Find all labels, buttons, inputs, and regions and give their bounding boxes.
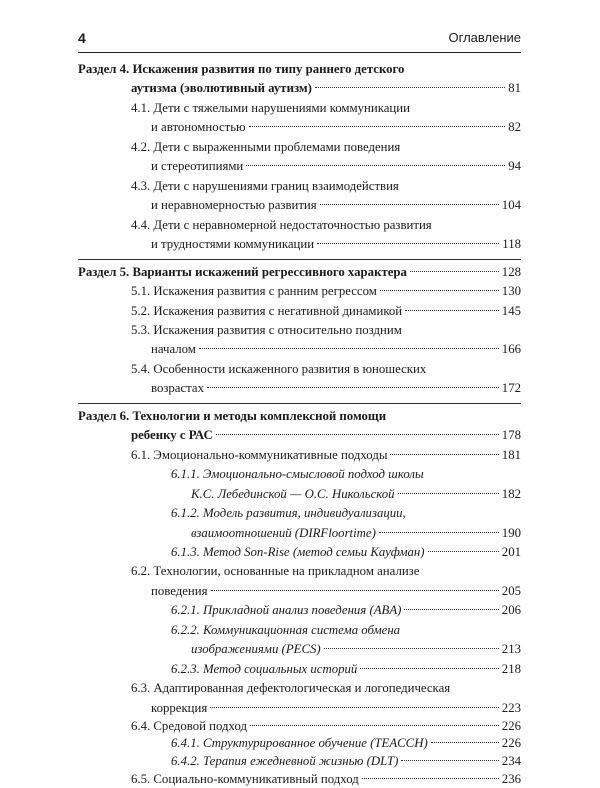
toc-entry-section-6-cont bbox=[131, 426, 521, 444]
toc-entry-text: коррекция bbox=[151, 700, 208, 715]
toc-page-number: 81 bbox=[508, 81, 521, 96]
toc-entry-text: 6.5. Социально-коммуникативный подход bbox=[131, 771, 359, 786]
toc-entry-text: 6.1.3. Метод Son-Rise (метод семьи Кауфман) bbox=[171, 545, 425, 560]
leader-dots bbox=[210, 707, 499, 708]
toc-entry-text: и автономностью bbox=[151, 120, 246, 135]
toc-page-number: 226 bbox=[501, 736, 521, 751]
toc-entry-5-2 bbox=[131, 302, 521, 320]
leader-dots bbox=[431, 742, 499, 743]
toc-entry-6-5 bbox=[131, 770, 521, 788]
toc-entry-6-2: 6.2. Технологии, основанные на прикладном анализе bbox=[131, 564, 420, 579]
toc-page-number: 104 bbox=[501, 198, 521, 213]
leader-dots bbox=[315, 87, 505, 88]
toc-entry-6-2-2-cont bbox=[191, 640, 521, 658]
leader-dots bbox=[404, 609, 498, 610]
toc-entry-5-3: 5.3. Искажения развития с относительно поздним bbox=[131, 322, 402, 337]
toc-entry-text: началом bbox=[151, 342, 196, 357]
toc-entry-6-1-1-cont bbox=[191, 485, 521, 503]
toc-entry-6-2-3 bbox=[171, 660, 521, 678]
toc-entry-4-1-cont bbox=[151, 118, 521, 136]
toc-entry-section-5 bbox=[78, 263, 521, 281]
leader-dots bbox=[360, 668, 499, 669]
toc-entry-5-4-cont bbox=[151, 379, 521, 397]
toc-entry-4-3-cont bbox=[151, 196, 521, 214]
toc-entry-text: 5.2. Искажения развития с негативной динамикой bbox=[131, 303, 403, 318]
toc-page-number: 128 bbox=[501, 264, 521, 279]
toc-entry-4-4: 4.4. Дети с неравномерной недостаточностью развития bbox=[131, 217, 432, 232]
toc-entry-text: 5.1. Искажения развития с ранним регрессом bbox=[131, 284, 377, 299]
toc-page-number: 190 bbox=[501, 525, 521, 540]
toc-entry-text: 6.1. Эмоционально-коммуникативные подходы bbox=[131, 447, 388, 462]
toc-entry-section-4-cont bbox=[131, 79, 521, 97]
toc-entry-section-4: Раздел 4. Искажения развития по типу раннего детского bbox=[78, 62, 405, 76]
running-header-title: Оглавление bbox=[448, 30, 521, 45]
toc-entry-text: и стереотипиями bbox=[151, 159, 244, 174]
toc-entry-6-2-2: 6.2.2. Коммуникационная система обмена bbox=[171, 622, 401, 637]
toc-entry-5-4: 5.4. Особенности искаженного развития в юношеских bbox=[131, 361, 427, 376]
toc-entry-6-2-cont bbox=[151, 582, 521, 600]
toc-entry-text: аутизма (эволютивный аутизм) bbox=[131, 81, 312, 96]
leader-dots bbox=[249, 126, 506, 127]
leader-dots bbox=[317, 243, 499, 244]
leader-dots bbox=[216, 434, 499, 435]
toc-page-number: 213 bbox=[501, 642, 521, 657]
toc-entry-text: 6.2.1. Прикладной анализ поведения (ABA) bbox=[171, 603, 402, 618]
leader-dots bbox=[362, 778, 499, 779]
toc-entry-text: К.С. Лебединской — О.С. Никольской bbox=[191, 486, 395, 501]
toc-page-number: 218 bbox=[501, 661, 521, 676]
toc-page-number: 234 bbox=[501, 754, 521, 769]
toc-page-number: 181 bbox=[501, 447, 521, 462]
leader-dots bbox=[246, 165, 505, 166]
leader-dots bbox=[250, 725, 499, 726]
toc-entry-section-6: Раздел 6. Технологии и методы комплексной помощи bbox=[78, 408, 387, 423]
toc-entry-4-2-cont bbox=[151, 157, 521, 175]
toc-entry-text: и трудностями коммуникации bbox=[151, 237, 315, 252]
leader-dots bbox=[320, 204, 499, 205]
toc-entry-6-2-1 bbox=[171, 601, 521, 619]
toc-page-number: 182 bbox=[501, 486, 521, 501]
toc-entry-4-1: 4.1. Дети с тяжелыми нарушениями коммуникации bbox=[131, 100, 410, 115]
toc-page-number: 205 bbox=[501, 583, 521, 598]
toc-page-number: 206 bbox=[501, 603, 521, 618]
leader-dots bbox=[398, 493, 499, 494]
section-divider bbox=[78, 259, 521, 260]
toc-page-number: 236 bbox=[501, 771, 521, 786]
leader-dots bbox=[410, 271, 499, 272]
toc-entry-text: возрастах bbox=[151, 381, 204, 396]
toc-entry-6-1-1: 6.1.1. Эмоционально-смысловой подход школы bbox=[171, 467, 424, 482]
leader-dots bbox=[428, 551, 499, 552]
leader-dots bbox=[380, 290, 499, 291]
toc-entry-text: и неравномерностью развития bbox=[151, 198, 317, 213]
toc-entry-6-1-3 bbox=[171, 543, 521, 561]
toc-entry-text: изображениями (PECS) bbox=[191, 642, 321, 657]
toc-entry-4-2: 4.2. Дети с выраженными проблемами поведения bbox=[131, 139, 401, 154]
leader-dots bbox=[379, 532, 499, 533]
toc-page-number: 94 bbox=[508, 159, 521, 174]
leader-dots bbox=[401, 760, 498, 761]
toc-entry-6-4-2 bbox=[171, 752, 521, 770]
leader-dots bbox=[390, 454, 498, 455]
toc-entry-4-3: 4.3. Дети с нарушениями границ взаимодействия bbox=[131, 178, 399, 193]
toc-page-number: 166 bbox=[501, 342, 521, 357]
toc-entry-6-4 bbox=[131, 717, 521, 735]
leader-dots bbox=[207, 387, 499, 388]
toc-page-number: 201 bbox=[501, 545, 521, 560]
toc-entry-6-1 bbox=[131, 446, 521, 464]
toc-entry-text: 6.4. Средовой подход bbox=[131, 718, 247, 733]
toc-page-number: 178 bbox=[501, 428, 521, 443]
toc-entry-5-3-cont bbox=[151, 340, 521, 358]
leader-dots bbox=[211, 590, 499, 591]
toc-entry-6-1-2-cont bbox=[191, 524, 521, 542]
toc-page-number: 172 bbox=[501, 381, 521, 396]
toc-entry-6-3: 6.3. Адаптированная дефектологическая и логопедическая bbox=[131, 681, 451, 696]
header-rule bbox=[78, 52, 521, 53]
section-divider bbox=[78, 403, 521, 404]
toc-entry-text: 6.2.3. Метод социальных историй bbox=[171, 661, 358, 676]
toc-entry-6-1-2: 6.1.2. Модель развития, индивидуализации, bbox=[171, 506, 406, 521]
toc-page-number: 130 bbox=[501, 284, 521, 299]
toc-page-number: 118 bbox=[502, 237, 521, 252]
toc-page-number: 82 bbox=[508, 120, 521, 135]
toc-entry-text: Раздел 5. Варианты искажений регрессивного характера bbox=[78, 264, 407, 279]
toc-entry-text: взаимоотношений (DIRFloortime) bbox=[191, 525, 376, 540]
toc-page-number: 223 bbox=[501, 700, 521, 715]
toc-entry-text: ребенку с РАС bbox=[131, 428, 213, 443]
toc-entry-text: 6.4.2. Терапия ежедневной жизнью (DLT) bbox=[171, 754, 399, 769]
toc-entry-text: поведения bbox=[151, 583, 208, 598]
toc-entry-text: 6.4.1. Структурированное обучение (TEACCH) bbox=[171, 736, 428, 751]
toc-entry-4-4-cont bbox=[151, 235, 521, 253]
toc-entry-5-1 bbox=[131, 282, 521, 300]
toc-entry-6-3-cont bbox=[151, 699, 521, 717]
leader-dots bbox=[324, 648, 499, 649]
toc-page-number: 145 bbox=[501, 303, 521, 318]
leader-dots bbox=[199, 348, 499, 349]
leader-dots bbox=[405, 310, 499, 311]
toc-page-number: 226 bbox=[501, 718, 521, 733]
page-number: 4 bbox=[78, 30, 86, 46]
